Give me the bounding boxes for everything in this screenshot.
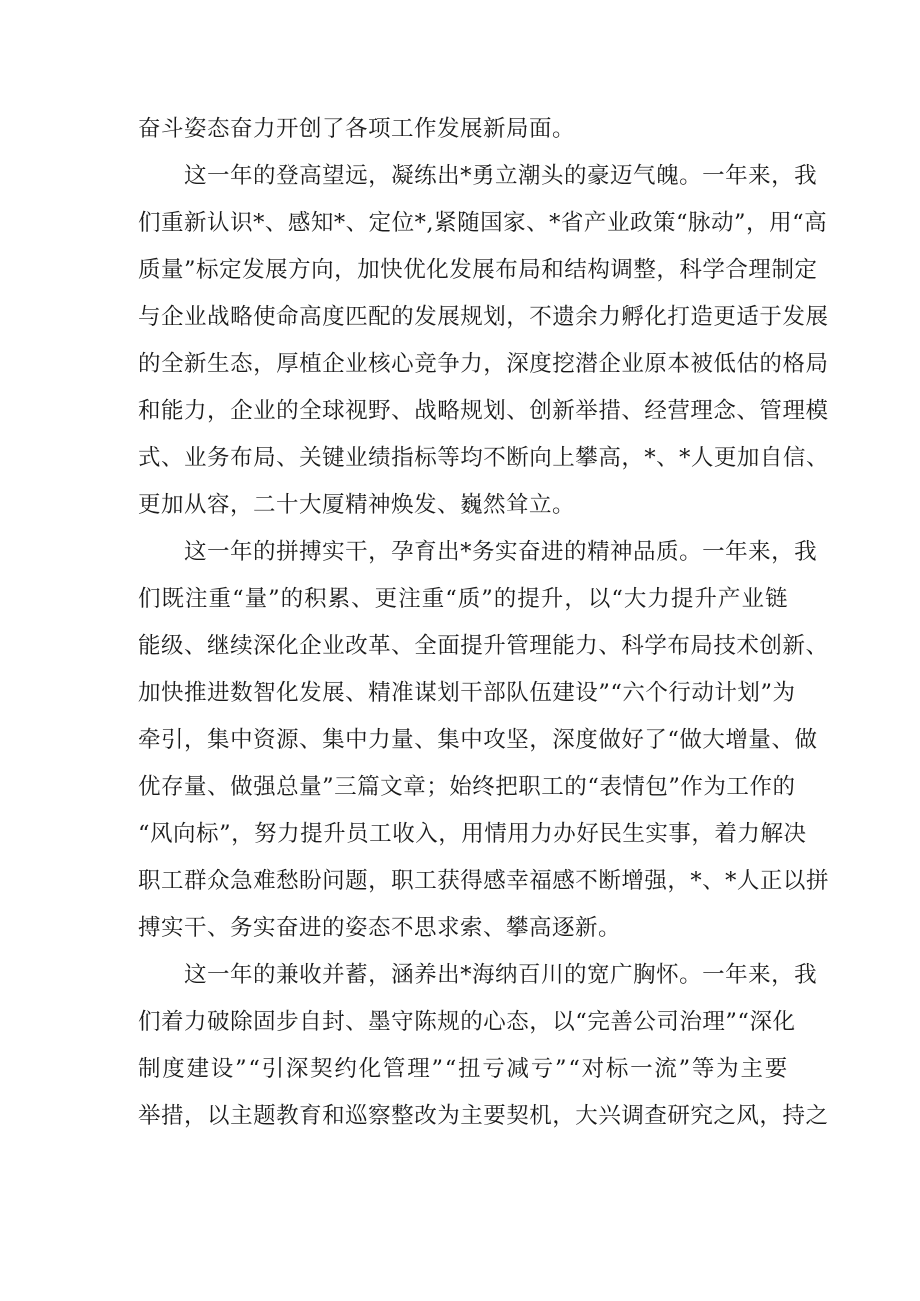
text-line: 优 存 量 、 做 强 总 量 ” 三 篇 文 章 ； 始 终 把 职 工 的 “ 表 情 包 ” 作 为 工 作 的 bbox=[138, 774, 796, 800]
text-line: 们 重 新 认 识 * 、 感 知 * 、 定 位 * , 紧 随 国 家 、 * 省 产 业 政 策 “ 脉 动 ” ， 用 “ 高 bbox=[138, 210, 828, 236]
text-line: 这 一 年 的 兼 收 并 蓄 ， 涵 养 出 * 海 纳 百 川 的 宽 广 胸 怀 。 一 年 来 ， 我 bbox=[184, 962, 818, 988]
text-line: 职 工 群 众 急 难 愁 盼 问 题 ， 职 工 获 得 感 幸 福 感 不 断 增 强 ， * 、 * 人 正 以 拼 bbox=[138, 868, 829, 894]
text-line: “ 风 向 标 ” ， 努 力 提 升 员 工 收 入 ， 用 情 用 力 办 好 民 生 实 事 ， 着 力 解 决 bbox=[138, 821, 807, 847]
text-line: 奋斗姿态奋力开创了各项工作发展新局面。 bbox=[138, 116, 576, 142]
text-line: 更加从容，二十大厦精神焕发、巍然耸立。 bbox=[138, 492, 576, 518]
text-line: 举 措 ， 以 主 题 教 育 和 巡 察 整 改 为 主 要 契 机 ， 大 兴 调 查 研 究 之 风 ， 持 之 bbox=[138, 1103, 829, 1129]
text-line: 制 度 建 设 ” “ 引 深 契 约 化 管 理 ” “ 扭 亏 减 亏 ” “ 对 标 一 流 ” 等 为 主 要 bbox=[138, 1056, 788, 1082]
text-line: 牵 引 ， 集 中 资 源 、 集 中 力 量 、 集 中 攻 坚 ， 深 度 做 好 了 “ 做 大 增 量 、 做 bbox=[138, 727, 818, 753]
text-line: 和 能 力 ， 企 业 的 全 球 视 野 、 战 略 规 划 、 创 新 举 措 、 经 营 理 念 、 管 理 模 bbox=[138, 398, 829, 424]
text-line: 这 一 年 的 登 高 望 远 ， 凝 练 出 * 勇 立 潮 头 的 豪 迈 气 魄 。 一 年 来 ， 我 bbox=[184, 163, 818, 189]
text-line: 加 快 推 进 数 智 化 发 展 、 精 准 谋 划 干 部 队 伍 建 设 ” “ 六 个 行 动 计 划 ” 为 bbox=[138, 680, 796, 706]
text-line: 搏实干、务实奋进的姿态不思求索、攀高逐新。 bbox=[138, 915, 622, 941]
text-line: 式 、 业 务 布 局 、 关 键 业 绩 指 标 等 均 不 断 向 上 攀 高 ， * 、 * 人 更 加 自 信 、 bbox=[138, 445, 829, 471]
text-line: 的 全 新 生 态 ， 厚 植 企 业 核 心 竞 争 力 ， 深 度 挖 潜 企 业 原 本 被 低 估 的 格 局 bbox=[138, 351, 829, 377]
text-line: 这 一 年 的 拼 搏 实 干 ， 孕 育 出 * 务 实 奋 进 的 精 神 品 质 。 一 年 来 ， 我 bbox=[184, 539, 818, 565]
text-line: 质 量 ” 标 定 发 展 方 向 ， 加 快 优 化 发 展 布 局 和 结 构 调 整 ， 科 学 合 理 制 定 bbox=[138, 257, 818, 283]
document-body bbox=[138, 106, 829, 1140]
text-line: 与 企 业 战 略 使 命 高 度 匹 配 的 发 展 规 划 ， 不 遗 余 力 孵 化 打 造 更 适 于 发 展 bbox=[138, 304, 829, 330]
text-line: 们 着 力 破 除 固 步 自 封 、 墨 守 陈 规 的 心 态 ， 以 “ 完 善 公 司 治 理 ” “ 深 化 bbox=[138, 1009, 796, 1035]
text-line: 们 既 注 重 “ 量 ” 的 积 累 、 更 注 重 “ 质 ” 的 提 升 ， 以 “ 大 力 提 升 产 业 链 bbox=[138, 586, 788, 612]
text-line: 能 级 、 继 续 深 化 企 业 改 革 、 全 面 提 升 管 理 能 力 、 科 学 布 局 技 术 创 新 、 bbox=[138, 633, 829, 659]
